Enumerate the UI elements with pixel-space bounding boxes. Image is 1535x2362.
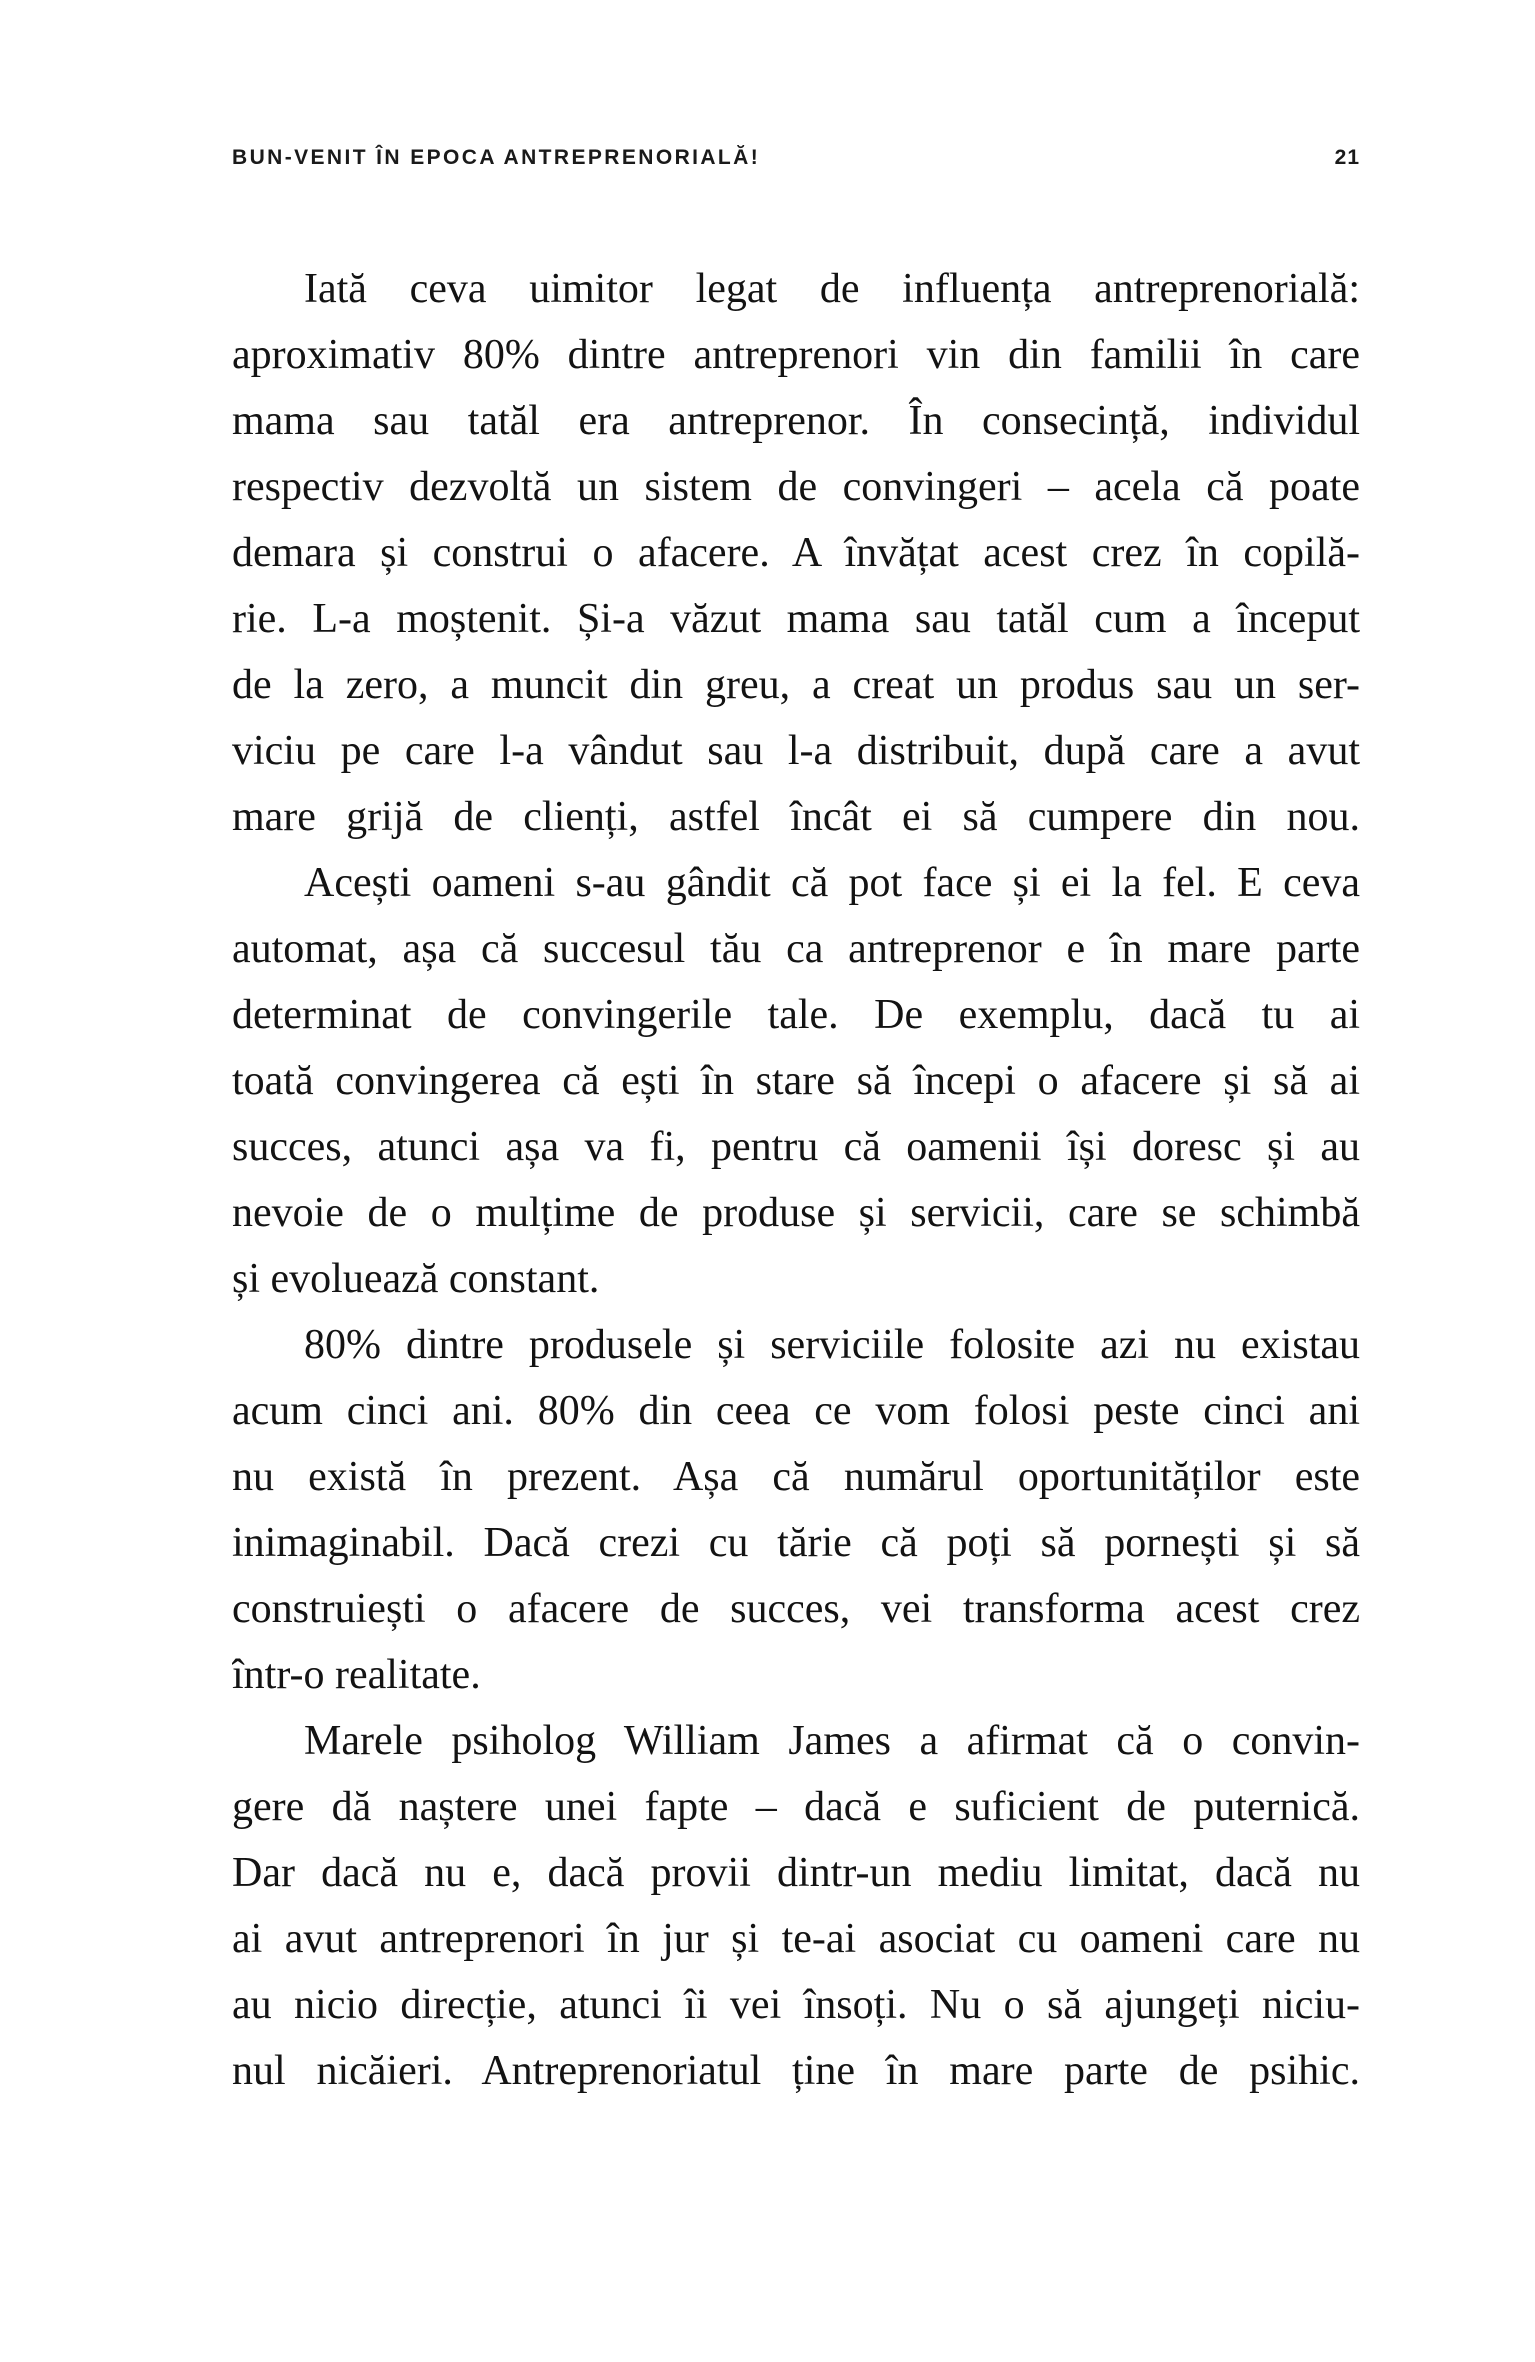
text-line: determinat de convingerile tale. De exemplu, dacă tu ai <box>232 992 1360 1038</box>
text-line: nevoie de o mulțime de produse și servicii, care se schimbă <box>232 1190 1360 1236</box>
text-line: succes, atunci așa va fi, pentru că oamenii își doresc și au <box>232 1124 1360 1170</box>
text-line: 80% dintre produsele și serviciile folosite azi nu existau <box>304 1322 1360 1368</box>
text-line: nu există în prezent. Așa că numărul oportunităților este <box>232 1454 1360 1500</box>
text-line: viciu pe care l-a vândut sau l-a distribuit, după care a avut <box>232 728 1360 774</box>
running-header <box>232 146 1360 170</box>
text-line: rie. L-a moștenit. Și-a văzut mama sau tatăl cum a început <box>232 596 1360 642</box>
text-line: Dar dacă nu e, dacă provii dintr-un mediu limitat, dacă nu <box>232 1850 1360 1896</box>
paragraph <box>232 256 1360 850</box>
text-line: acum cinci ani. 80% din ceea ce vom folosi peste cinci ani <box>232 1388 1360 1434</box>
body-text <box>232 256 1360 2104</box>
text-line: de la zero, a muncit din greu, a creat un produs sau un ser- <box>232 662 1360 708</box>
text-line: Acești oameni s-au gândit că pot face și ei la fel. E ceva <box>304 860 1360 906</box>
text-line: ai avut antreprenori în jur și te-ai asociat cu oameni care nu <box>232 1916 1360 1962</box>
running-header-title: BUN-VENIT ÎN EPOCA ANTREPRENORIALĂ! <box>232 146 761 169</box>
paragraph <box>232 1708 1360 2104</box>
text-line: Marele psiholog William James a afirmat că o convin- <box>304 1718 1360 1764</box>
text-line: mare grijă de clienți, astfel încât ei să cumpere din nou. <box>232 794 1360 840</box>
text-line: inimaginabil. Dacă crezi cu tărie că poți să pornești și să <box>232 1520 1360 1566</box>
text-line: mama sau tatăl era antreprenor. În consecință, individul <box>232 398 1360 444</box>
text-line: toată convingerea că ești în stare să începi o afacere și să ai <box>232 1058 1360 1104</box>
paragraph <box>232 850 1360 1312</box>
text-line: au nicio direcție, atunci îi vei însoți. Nu o să ajungeți niciu- <box>232 1982 1360 2028</box>
text-line: respectiv dezvoltă un sistem de convingeri – acela că poate <box>232 464 1360 510</box>
text-line: și evoluează constant. <box>232 1256 600 1302</box>
text-line: Iată ceva uimitor legat de influența antreprenorială: <box>304 266 1360 312</box>
text-line: automat, așa că succesul tău ca antreprenor e în mare parte <box>232 926 1360 972</box>
text-line: gere dă naștere unei fapte – dacă e suficient de puternică. <box>232 1784 1360 1830</box>
text-line: într-o realitate. <box>232 1652 481 1698</box>
paragraph <box>232 1312 1360 1708</box>
text-line: construiești o afacere de succes, vei transforma acest crez <box>232 1586 1360 1632</box>
page-number: 21 <box>1334 146 1360 169</box>
text-line: nul nicăieri. Antreprenoriatul ține în mare parte de psihic. <box>232 2048 1360 2094</box>
text-line: demara și construi o afacere. A învățat acest crez în copilă- <box>232 530 1360 576</box>
text-line: aproximativ 80% dintre antreprenori vin din familii în care <box>232 332 1360 378</box>
